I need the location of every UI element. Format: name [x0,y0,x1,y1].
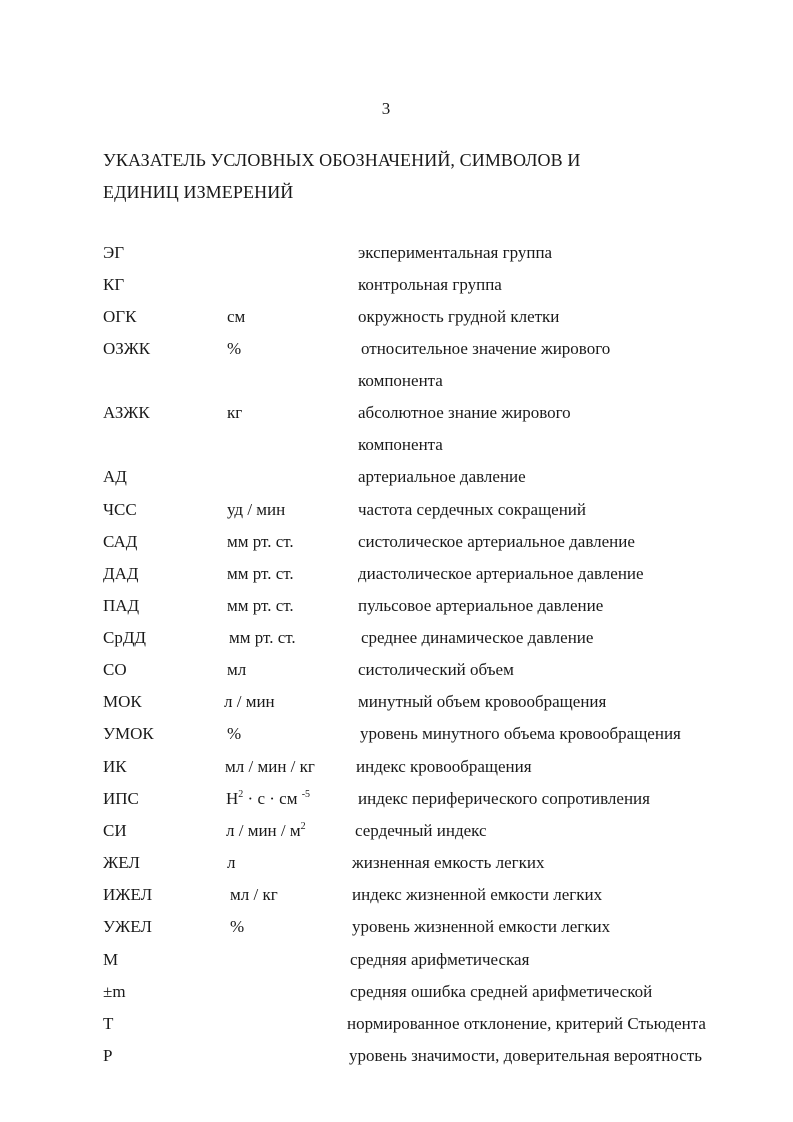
glossary-row-so [0,657,793,683]
glossary-unit: уд / мин [227,500,286,519]
page-title-line-2: ЕДИНИЦ ИЗМЕРЕНИЙ [103,182,294,202]
glossary-row-t [0,1011,793,1037]
glossary-row-sad [0,529,793,555]
glossary-abbr: УМОК [103,724,154,743]
glossary-desc: окружность грудной клетки [358,307,560,326]
glossary-abbr: Р [103,1046,113,1065]
glossary-unit [226,818,306,844]
glossary-abbr: ИК [103,757,127,776]
glossary-desc: уровень значимости, доверительная вероятность [349,1046,702,1065]
glossary-abbr: МОК [103,692,142,711]
glossary-desc: уровень жизненной емкости легких [352,917,611,936]
glossary-desc: контрольная группа [358,275,502,294]
glossary-unit: л / мин [224,692,275,711]
glossary-desc: систолический объем [358,660,514,679]
glossary-unit: мл / мин / кг [225,757,315,776]
glossary-abbr: ПАД [103,596,140,615]
glossary-row-pm-m [0,979,793,1005]
glossary-desc: уровень минутного объема кровообращения [360,724,681,743]
glossary-desc: абсолютное знание жирового [358,403,571,422]
glossary-desc: диастолическое артериальное давление [358,564,644,583]
page-number: 3 [381,99,391,118]
glossary-row-umok [0,721,793,747]
glossary-abbr: СО [103,660,127,679]
glossary-desc: сердечный индекс [355,821,487,840]
glossary-row-ik [0,754,793,780]
glossary-desc: экспериментальная группа [358,243,553,262]
glossary-desc: индекс кровообращения [356,757,532,776]
glossary-unit: см [227,307,246,326]
glossary-unit: мл / кг [230,885,278,904]
glossary-desc-continued: компонента [358,371,443,390]
glossary-desc: пульсовое артериальное давление [358,596,604,615]
glossary-unit: мл [227,660,247,679]
glossary-row-mok [0,689,793,715]
glossary-abbr: ЖЕЛ [103,853,140,872]
glossary-desc: нормированное отклонение, критерий Стьюдента [347,1014,706,1033]
glossary-unit: л [227,853,236,872]
glossary-abbr: ЭГ [103,243,125,262]
glossary-unit: кг [227,403,243,422]
glossary-row-dad [0,561,793,587]
glossary-abbr: УЖЕЛ [103,917,152,936]
page-title-line-1: УКАЗАТЕЛЬ УСЛОВНЫХ ОБОЗНАЧЕНИЙ, СИМВОЛОВ И [103,150,581,170]
glossary-unit: мм рт. ст. [227,596,294,615]
glossary-unit: мм рт. ст. [227,564,294,583]
glossary-abbr: ОЗЖК [103,339,151,358]
glossary-abbr: ИЖЕЛ [103,885,153,904]
glossary-row-pad [0,593,793,619]
glossary-row-p [0,1043,793,1069]
glossary-row-si [0,818,793,844]
glossary-abbr: СИ [103,821,127,840]
glossary-unit: мм рт. ст. [229,628,296,647]
glossary-abbr: ±m [103,982,126,1001]
glossary-row-uzhel [0,914,793,940]
glossary-row-m [0,947,793,973]
glossary-unit-exponent: 2 [300,821,306,832]
glossary-row-srdd [0,625,793,651]
glossary-row-azzhk [0,400,793,454]
glossary-desc: минутный объем кровообращения [358,692,607,711]
glossary-row-ad [0,464,793,490]
glossary-desc: относительное значение жирового [361,339,611,358]
glossary-desc-continued: компонента [358,435,443,454]
glossary-desc: частота сердечных сокращений [358,500,586,519]
glossary-row-chss [0,497,793,523]
glossary-row-ozzhk [0,336,793,390]
glossary-desc: среднее динамическое давление [361,628,594,647]
glossary-desc: средняя арифметическая [350,950,530,969]
glossary-abbr: М [103,950,119,969]
glossary-abbr: ИПС [103,789,139,808]
glossary-abbr: ЧСС [103,500,137,519]
glossary-unit: % [227,339,242,358]
glossary-row-ips [0,786,793,812]
glossary-abbr: Т [103,1014,114,1033]
glossary-abbr: АД [103,467,127,486]
glossary-row-eg [0,240,793,266]
glossary-row-zhel [0,850,793,876]
glossary-unit-base: л / мин / м [226,821,301,840]
glossary-abbr: САД [103,532,138,551]
glossary-unit-exponent-2: -5 [301,789,311,800]
glossary-desc: систолическое артериальное давление [358,532,635,551]
glossary-row-ogk [0,304,793,330]
glossary-unit: % [230,917,245,936]
glossary-unit [226,786,310,812]
glossary-unit-base: Н [226,789,239,808]
glossary-unit: % [227,724,242,743]
glossary-abbr: КГ [103,275,125,294]
glossary-unit: мм рт. ст. [227,532,294,551]
glossary-abbr: АЗЖК [103,403,150,422]
glossary-desc: артериальное давление [358,467,526,486]
glossary-abbr: СрДД [103,628,147,647]
glossary-row-izhel [0,882,793,908]
glossary-desc: средняя ошибка средней арифметической [350,982,653,1001]
glossary-abbr: ДАД [103,564,139,583]
glossary-desc: индекс периферического сопротивления [358,789,650,808]
glossary-desc: жизненная емкость легких [352,853,545,872]
glossary-unit-exponent: 2 [238,789,244,800]
glossary-row-kg [0,272,793,298]
glossary-abbr: ОГК [103,307,137,326]
glossary-desc: индекс жизненной емкости легких [352,885,603,904]
glossary-unit-middle: · с · см [243,789,302,808]
